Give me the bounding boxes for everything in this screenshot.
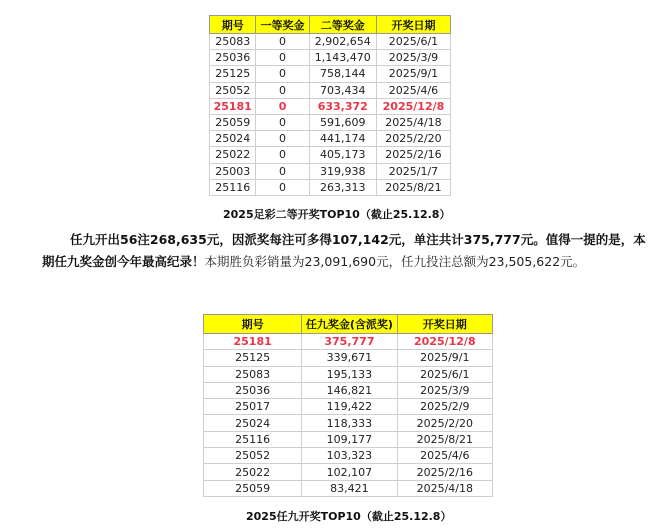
cell-second-prize: 405,173	[309, 147, 376, 163]
cell-second-prize: 1,143,470	[309, 50, 376, 66]
table-row	[210, 163, 451, 179]
cell-second-prize: 591,609	[309, 114, 376, 130]
cell-draw-date: 2025/4/6	[376, 82, 450, 98]
cell-first-prize: 0	[256, 163, 309, 179]
col-header-draw-date: 开奖日期	[376, 16, 450, 34]
table-row	[204, 431, 493, 447]
cell-second-prize: 758,144	[309, 66, 376, 82]
cell-r9-prize: 83,421	[302, 480, 397, 496]
col-header-draw-date: 开奖日期	[397, 315, 492, 334]
cell-issue: 25036	[210, 50, 256, 66]
cell-draw-date: 2025/2/9	[397, 399, 492, 415]
table-row	[210, 147, 451, 163]
cell-r9-prize: 119,422	[302, 399, 397, 415]
cell-second-prize: 441,174	[309, 131, 376, 147]
table-row	[204, 480, 493, 496]
cell-draw-date: 2025/3/9	[376, 50, 450, 66]
col-header-issue: 期号	[204, 315, 302, 334]
cell-draw-date: 2025/4/18	[376, 114, 450, 130]
cell-first-prize: 0	[256, 98, 309, 114]
cell-draw-date: 2025/4/18	[397, 480, 492, 496]
table-row	[204, 464, 493, 480]
table-row	[210, 114, 451, 130]
cell-draw-date: 2025/6/1	[376, 34, 450, 50]
col-header-second-prize: 二等奖金	[309, 16, 376, 34]
col-header-r9-prize: 任九奖金(含派奖)	[302, 315, 397, 334]
cell-draw-date: 2025/2/20	[397, 415, 492, 431]
cell-first-prize: 0	[256, 82, 309, 98]
table-row	[204, 350, 493, 366]
cell-issue: 25052	[204, 448, 302, 464]
second-prize-top10-table	[209, 15, 451, 196]
col-header-issue: 期号	[210, 16, 256, 34]
article-paragraph	[42, 229, 648, 273]
table-row	[204, 366, 493, 382]
cell-draw-date: 2025/3/9	[397, 382, 492, 398]
cell-first-prize: 0	[256, 179, 309, 195]
table-row	[210, 66, 451, 82]
table-row	[204, 399, 493, 415]
cell-first-prize: 0	[256, 50, 309, 66]
table-row	[204, 415, 493, 431]
cell-issue: 25116	[210, 179, 256, 195]
cell-r9-prize: 195,133	[302, 366, 397, 382]
table-row	[204, 334, 493, 350]
cell-first-prize: 0	[256, 147, 309, 163]
cell-draw-date: 2025/8/21	[376, 179, 450, 195]
cell-first-prize: 0	[256, 131, 309, 147]
cell-second-prize: 703,434	[309, 82, 376, 98]
cell-first-prize: 0	[256, 114, 309, 130]
table2-caption: 2025任九开奖TOP10（截止25.12.8）	[246, 510, 452, 523]
r9-prize-top10-table	[203, 314, 493, 497]
cell-draw-date: 2025/4/6	[397, 448, 492, 464]
cell-issue: 25022	[210, 147, 256, 163]
cell-issue: 25059	[204, 480, 302, 496]
cell-second-prize: 263,313	[309, 179, 376, 195]
cell-issue: 25083	[210, 34, 256, 50]
cell-issue: 25125	[210, 66, 256, 82]
table-row	[210, 34, 451, 50]
cell-issue: 25052	[210, 82, 256, 98]
table-row	[210, 98, 451, 114]
paragraph-normal-text: 本期胜负彩销量为23,091,690元，任九投注总额为23,505,622元。	[204, 254, 586, 269]
table-row	[210, 131, 451, 147]
cell-draw-date: 2025/1/7	[376, 163, 450, 179]
cell-draw-date: 2025/2/16	[397, 464, 492, 480]
cell-issue: 25181	[204, 334, 302, 350]
cell-draw-date: 2025/8/21	[397, 431, 492, 447]
cell-r9-prize: 109,177	[302, 431, 397, 447]
col-header-first-prize: 一等奖金	[256, 16, 309, 34]
cell-second-prize: 633,372	[309, 98, 376, 114]
cell-r9-prize: 102,107	[302, 464, 397, 480]
cell-issue: 25024	[210, 131, 256, 147]
cell-second-prize: 319,938	[309, 163, 376, 179]
cell-issue: 25181	[210, 98, 256, 114]
paragraph-bold-text: 任九开出56注268,635元，因派奖每注可多得107,142元，单注共计375,777元。值得一提的是，本期任九奖金创今年最高纪录！	[42, 232, 646, 269]
table-row	[204, 382, 493, 398]
cell-r9-prize: 375,777	[302, 334, 397, 350]
table-row	[204, 448, 493, 464]
cell-draw-date: 2025/12/8	[397, 334, 492, 350]
cell-draw-date: 2025/6/1	[397, 366, 492, 382]
cell-issue: 25003	[210, 163, 256, 179]
cell-issue: 25017	[204, 399, 302, 415]
cell-issue: 25059	[210, 114, 256, 130]
cell-r9-prize: 339,671	[302, 350, 397, 366]
cell-issue: 25083	[204, 366, 302, 382]
cell-draw-date: 2025/9/1	[397, 350, 492, 366]
cell-issue: 25024	[204, 415, 302, 431]
cell-issue: 25036	[204, 382, 302, 398]
table1-caption: 2025足彩二等开奖TOP10（截止25.12.8）	[223, 208, 451, 221]
cell-second-prize: 2,902,654	[309, 34, 376, 50]
cell-draw-date: 2025/2/20	[376, 131, 450, 147]
cell-draw-date: 2025/12/8	[376, 98, 450, 114]
cell-issue: 25116	[204, 431, 302, 447]
cell-first-prize: 0	[256, 66, 309, 82]
cell-issue: 25125	[204, 350, 302, 366]
table-row	[210, 179, 451, 195]
table-row	[210, 82, 451, 98]
table-header-row	[210, 16, 451, 34]
table-header-row	[204, 315, 493, 334]
cell-r9-prize: 118,333	[302, 415, 397, 431]
table-row	[210, 50, 451, 66]
cell-r9-prize: 146,821	[302, 382, 397, 398]
cell-issue: 25022	[204, 464, 302, 480]
cell-draw-date: 2025/2/16	[376, 147, 450, 163]
cell-draw-date: 2025/9/1	[376, 66, 450, 82]
cell-first-prize: 0	[256, 34, 309, 50]
cell-r9-prize: 103,323	[302, 448, 397, 464]
